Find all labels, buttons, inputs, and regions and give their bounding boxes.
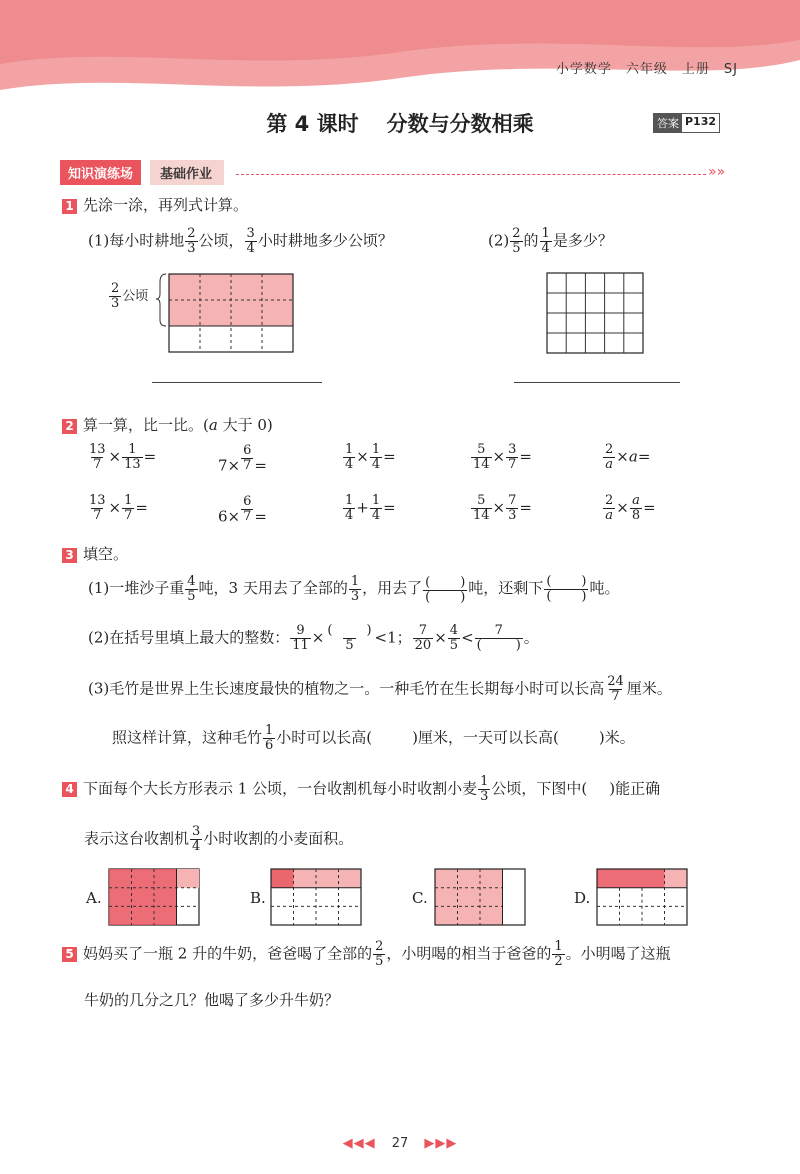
q3-part2: (2)在括号里填上最大的整数： $\frac{9}{11}$ × ( ) 5 <1； $\frac{7}{20}$ × $\frac{4}{5}$ < 7 ( ) 。 xyxy=(88,623,539,653)
q3-part3: (3)毛竹是世界上生长速度最快的植物之一。一种毛竹在生长期每小时可以长高 $\frac{24}{7}$ 厘米。 xyxy=(88,674,672,704)
q3-part1: (1)一堆沙子重 $\frac{4}{5}$ 吨，3 天用去了全部的 $\frac{1}{3}$ ，用去了 ( ) ( ) 吨，还剩下 ( ) ( ) 吨。 xyxy=(88,573,620,605)
answer-page: P132 xyxy=(685,115,717,128)
q2-expr-1-5: $\frac{2}{a}$ ×a= xyxy=(605,442,651,472)
q2-expr-2-2: 6× $\frac{6}{7}$ = xyxy=(218,494,267,526)
q4-option-c-figure[interactable] xyxy=(434,868,528,928)
q1-part1-text: (1)每小时耕地 $\frac{2}{3}$ 公顷， $\frac{3}{4}$ 小时耕地多少公顷？ xyxy=(88,226,393,256)
q4-option-b-figure[interactable] xyxy=(270,868,364,928)
q3-blank-used[interactable]: ( ) ( ) xyxy=(425,575,466,605)
header-edition: SJ xyxy=(723,62,738,77)
q3-blank-left[interactable]: ( ) ( ) xyxy=(546,573,587,604)
header-band xyxy=(0,0,800,110)
q1-text: 先涂一涂，再列式计算。 xyxy=(83,196,249,214)
double-chevron-icon: »» xyxy=(708,164,726,180)
q2-expr-1-3: $\frac{1}{4}$ × $\frac{1}{4}$ = xyxy=(345,442,396,472)
q4-line1: 4 下面每个大长方形表示 1 公顷，一台收割机每小时收割小麦 $\frac{1}{3}$ 公顷，下图中( )能正确 xyxy=(62,775,660,804)
section-tag: 知识演练场 xyxy=(60,160,141,185)
header-subject: 小学数学 xyxy=(555,62,612,77)
q1-fig1-grid[interactable] xyxy=(156,272,296,356)
q2-expr-1-4: $\frac{5}{14}$ × $\frac{3}{7}$ = xyxy=(473,442,532,472)
lesson-number: 第 4 课时 xyxy=(266,112,359,136)
q1-fig1-label: $\frac{2}{3}$ 公顷 xyxy=(111,281,149,311)
q4-option-d-figure[interactable] xyxy=(596,868,690,928)
q1-heading xyxy=(62,194,248,215)
answer-label: 答案 xyxy=(654,114,682,132)
q1-number: 1 xyxy=(62,199,77,214)
q2-expr-2-1: $\frac{13}{7}$ × $\frac{1}{7}$ = xyxy=(89,493,148,523)
q2-expr-2-3: $\frac{1}{4}$ + $\frac{1}{4}$ = xyxy=(345,493,396,523)
q3-blank-denominator[interactable]: 7 ( ) xyxy=(476,623,521,653)
answer-reference xyxy=(653,113,720,133)
q2-number: 2 xyxy=(62,419,77,434)
page-footer xyxy=(0,1136,800,1151)
q4-option-b-label[interactable]: B. xyxy=(250,889,266,907)
q4-option-c-label[interactable]: C. xyxy=(412,889,428,907)
header-volume: 上册 xyxy=(681,62,710,77)
q3-part3-continued: 照这样计算，这种毛竹 $\frac{1}{6}$ 小时可以长高( )厘米，一天可以长高( )米。 xyxy=(112,723,635,753)
q3-blank-numerator[interactable]: ( ) 5 xyxy=(327,623,372,653)
prev-arrows-icon: ◀◀◀ xyxy=(342,1136,376,1151)
q1-fig2-grid[interactable] xyxy=(546,272,646,356)
q5-number: 5 xyxy=(62,947,77,962)
q1-answer-line-2[interactable] xyxy=(514,382,680,383)
q5-answer-area[interactable] xyxy=(84,1020,734,1120)
q4-number: 4 xyxy=(62,782,77,797)
q5-line2: 牛奶的几分之几？他喝了多少升牛奶？ xyxy=(84,991,340,1009)
next-arrows-icon: ▶▶▶ xyxy=(424,1136,458,1151)
q3-heading: 3 填空。 xyxy=(62,543,128,564)
header-info xyxy=(542,58,738,77)
q3-number: 3 xyxy=(62,548,77,563)
q4-option-d-label[interactable]: D. xyxy=(574,889,591,907)
section-subtag: 基础作业 xyxy=(150,160,224,185)
page-number: 27 xyxy=(391,1136,409,1151)
section-divider xyxy=(236,174,706,175)
q1-answer-line-1[interactable] xyxy=(152,382,322,383)
q2-expr-1-1: $\frac{13}{7}$ × $\frac{1}{13}$ = xyxy=(89,442,157,472)
q2-expr-1-2: 7× $\frac{6}{7}$ = xyxy=(218,443,267,475)
q2-expr-2-4: $\frac{5}{14}$ × $\frac{7}{3}$ = xyxy=(473,493,532,523)
q4-option-a-label[interactable]: A. xyxy=(86,889,102,907)
q1-part2-text: (2) $\frac{2}{5}$ 的 $\frac{1}{4}$ 是多少？ xyxy=(488,226,613,256)
q4-option-a-figure[interactable] xyxy=(108,868,202,928)
q5-line1: 5 妈妈买了一瓶 2 升的牛奶，爸爸喝了全部的 $\frac{2}{5}$ ，小明喝的相当于爸爸的 $\frac{1}{2}$ 。小明喝了这瓶 xyxy=(62,940,671,969)
header-grade: 六年级 xyxy=(625,62,668,77)
q2-expr-2-5: $\frac{2}{a}$ × $\frac{a}{8}$ = xyxy=(605,493,656,523)
q2-heading: 2 算一算，比一比。(a 大于 0) xyxy=(62,414,273,435)
q4-line2: 表示这台收割机 $\frac{3}{4}$ 小时收割的小麦面积。 xyxy=(84,824,354,854)
lesson-topic: 分数与分数相乘 xyxy=(386,112,534,136)
